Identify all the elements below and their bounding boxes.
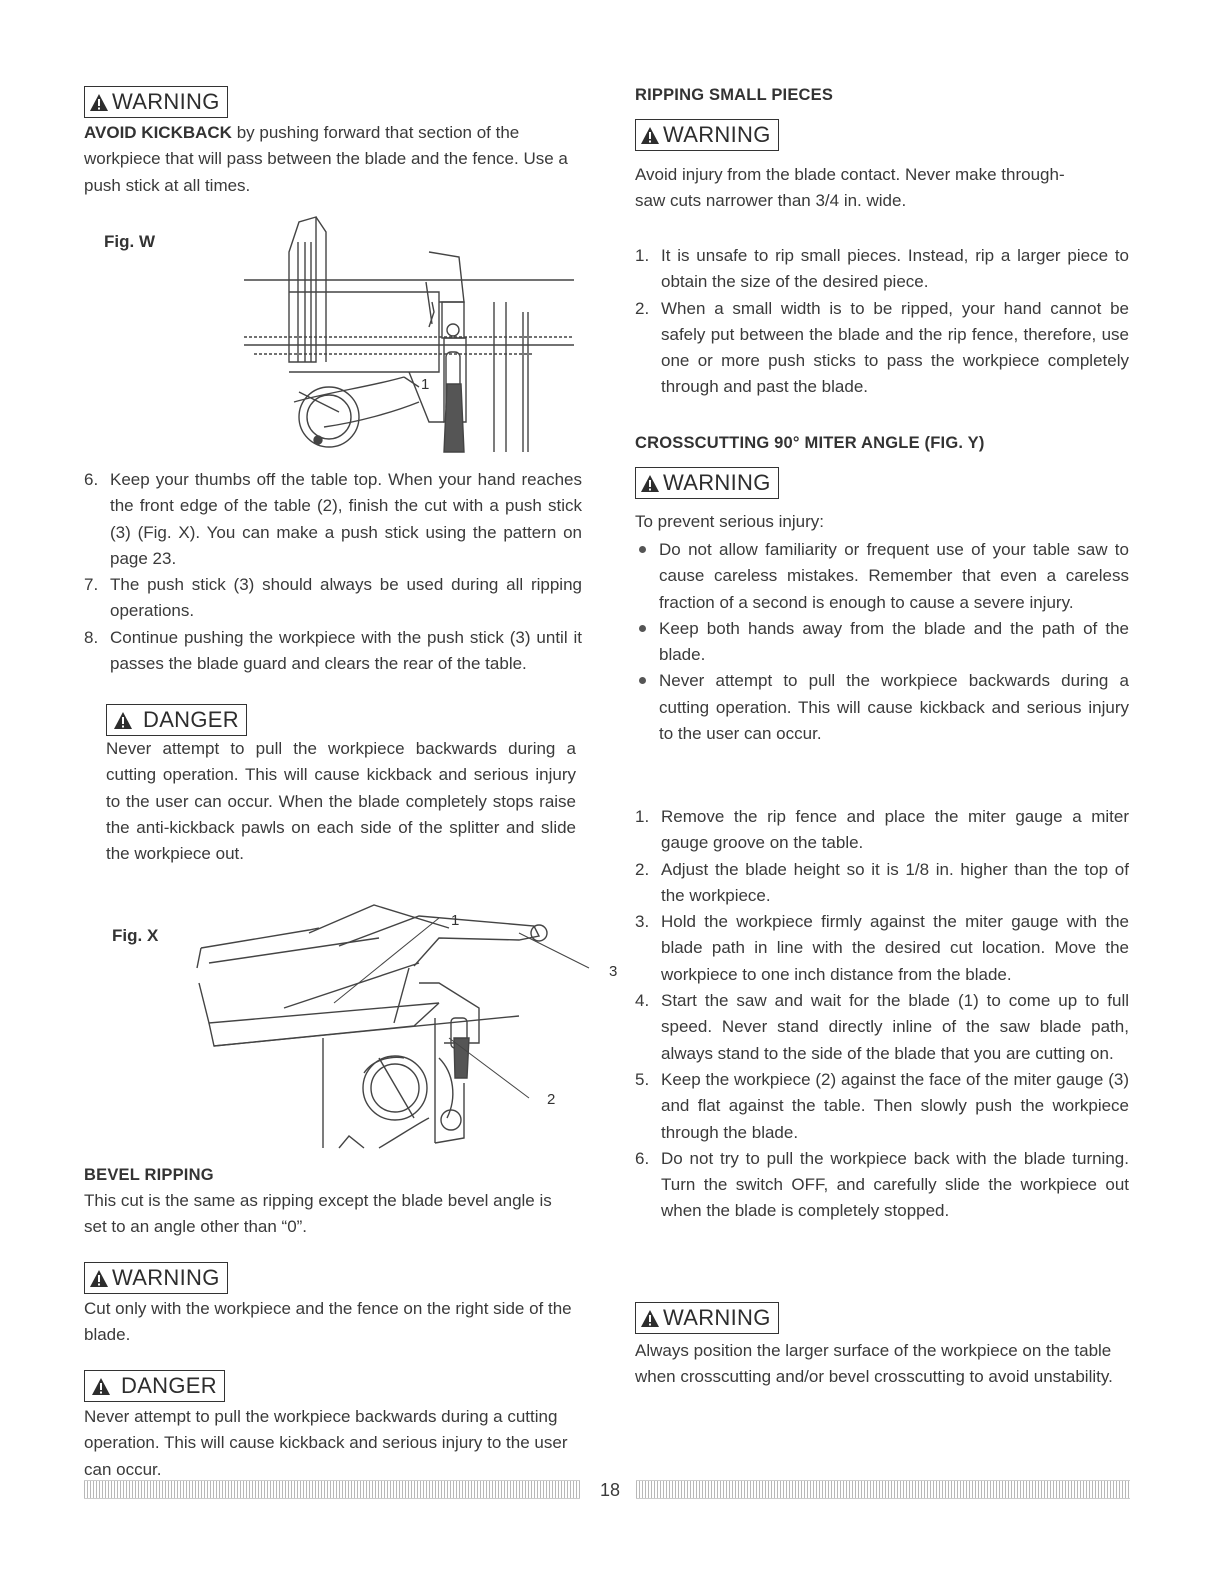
- warning-triangle-icon: [91, 1377, 111, 1396]
- small-pieces-steps-list: [635, 243, 1129, 401]
- warning-triangle-icon: [640, 474, 660, 493]
- list-item: 2. When a small width is to be ripped, your hand cannot be safely put between the blade and the rip fence, therefore, use one or more push sticks to pass the workpiece completely through and past the blade.: [635, 298, 1129, 397]
- footer-rule-left: [84, 1480, 580, 1499]
- bullet-icon: [639, 677, 646, 684]
- warning-triangle-icon: [89, 1269, 109, 1288]
- bevel-ripping-heading: BEVEL RIPPING: [84, 1166, 214, 1184]
- danger-label-text: DANGER: [143, 707, 239, 732]
- list-item: 4. Start the saw and wait for the blade (1) to come up to full speed. Never stand directly inline of the saw blade path, always stand to the side of the blade that you are cutting on.: [635, 991, 1129, 1063]
- danger-1-paragraph: Never attempt to pull the workpiece backwards during a cutting operation. This will cause kickback and serious injury to the user can occur. When the blade completely stops raise the anti-kickback pawls on each side of the splitter and slide the workpiece out.: [106, 739, 576, 864]
- fig-w-label: Fig. W: [104, 232, 155, 251]
- list-item: 1. It is unsafe to rip small pieces. Instead, rip a larger piece to obtain the size of the desired piece.: [635, 246, 1129, 292]
- warning-label-text: WARNING: [663, 470, 771, 495]
- list-item: 5. Keep the workpiece (2) against the face of the miter gauge (3) and flat against the table. Then slowly push the workpiece through the blade.: [635, 1069, 1129, 1142]
- list-item: 6. Keep your thumbs off the table top. When your hand reaches the front edge of the table (2), finish the cut with a push stick (3) (Fig. X). You can make a push stick using the pattern on page 23.: [84, 470, 582, 568]
- warning-label-text: WARNING: [663, 1305, 771, 1330]
- warning-triangle-icon: [640, 1309, 660, 1328]
- warning-label-text: WARNING: [112, 89, 220, 114]
- ripping-small-pieces-heading: RIPPING SMALL PIECES: [635, 86, 834, 104]
- list-item: 6. Do not try to pull the workpiece back with the blade turning. Turn the switch OFF, and carefully slide the workpiece out when the blade is completely stopped.: [635, 1148, 1129, 1221]
- fig-x-label: Fig. X: [112, 926, 159, 945]
- list-item: 2. Adjust the blade height so it is 1/8 in. higher than the top of the workpiece.: [635, 859, 1129, 905]
- kickback-text: by pushing forward that section of the workpiece that will pass between the blade and the fence. Use a push stick at all times.: [84, 123, 568, 195]
- crosscutting-steps-list: [635, 804, 1129, 1225]
- list-item: Never attempt to pull the workpiece backwards during a cutting operation. This will cause kickback and serious injury to the user can occur.: [635, 668, 1129, 747]
- warning-label-bevel: [84, 1262, 228, 1294]
- bullet-icon: [639, 625, 646, 632]
- warning-label-text: WARNING: [663, 122, 771, 147]
- crosscut-warning-bullets: [635, 537, 1129, 747]
- list-item: 3. Hold the workpiece firmly against the miter gauge with the blade path in line with the desired cut location. Move the workpiece to one inch distance from the blade.: [635, 912, 1129, 984]
- warning-label-text: WARNING: [112, 1265, 220, 1290]
- warning-position-paragraph: Always position the larger surface of the workpiece on the table when crosscutting and/or bevel crosscutting to avoid unstability.: [635, 1341, 1113, 1387]
- kickback-paragraph: [84, 120, 574, 199]
- fig-x-callout-3: 3: [609, 963, 618, 980]
- bullet-icon: [639, 546, 646, 553]
- warning-triangle-icon: [640, 126, 660, 145]
- warning-triangle-icon: [89, 93, 109, 112]
- danger-label-1: [106, 704, 247, 736]
- list-item: 8. Continue pushing the workpiece with the push stick (3) until it passes the blade guard and clears the rear of the table.: [84, 627, 582, 674]
- fig-x-callout-2: 2: [547, 1091, 556, 1108]
- ripping-steps-list: [84, 467, 582, 677]
- footer-rule-right: [636, 1480, 1130, 1499]
- bevel-ripping-paragraph: This cut is the same as ripping except the blade bevel angle is set to an angle other than “0”.: [84, 1191, 552, 1237]
- warning-label-kickback: [84, 86, 228, 118]
- fig-w-callout-1: 1: [421, 376, 430, 393]
- list-item: Keep both hands away from the blade and the path of the blade.: [635, 616, 1129, 669]
- fig-w-illustration: [234, 212, 584, 452]
- warning-label-position: [635, 1302, 779, 1334]
- warning-crosscut-intro: To prevent serious injury:: [635, 512, 824, 531]
- fig-x-callout-1: 1: [451, 912, 460, 929]
- list-item: Do not allow familiarity or frequent use of your table saw to cause careless mistakes. Remember that even a careless fraction of a second is enough to cause a severe injury.: [635, 537, 1129, 616]
- danger-2-paragraph: Never attempt to pull the workpiece backwards during a cutting operation. This will cause kickback and serious injury to the user can occur.: [84, 1407, 568, 1479]
- warning-label-small: [635, 119, 779, 151]
- warning-triangle-icon: [113, 711, 133, 730]
- danger-label-text: DANGER: [121, 1373, 217, 1398]
- list-item: 1. Remove the rip fence and place the miter gauge a miter gauge groove on the table.: [635, 807, 1129, 853]
- page-number: 18: [599, 1480, 621, 1500]
- list-item: 7. The push stick (3) should always be used during all ripping operations.: [84, 575, 582, 621]
- danger-label-2: [84, 1370, 225, 1402]
- warning-small-paragraph: Avoid injury from the blade contact. Never make through-saw cuts narrower than 3/4 in. wide.: [635, 165, 1065, 211]
- warning-bevel-paragraph: Cut only with the workpiece and the fence on the right side of the blade.: [84, 1299, 572, 1345]
- kickback-lead: AVOID KICKBACK: [84, 123, 232, 142]
- warning-label-crosscut: [635, 467, 779, 499]
- fig-x-illustration: [189, 908, 618, 1148]
- crosscutting-heading: CROSSCUTTING 90° MITER ANGLE (FIG. Y): [635, 434, 985, 452]
